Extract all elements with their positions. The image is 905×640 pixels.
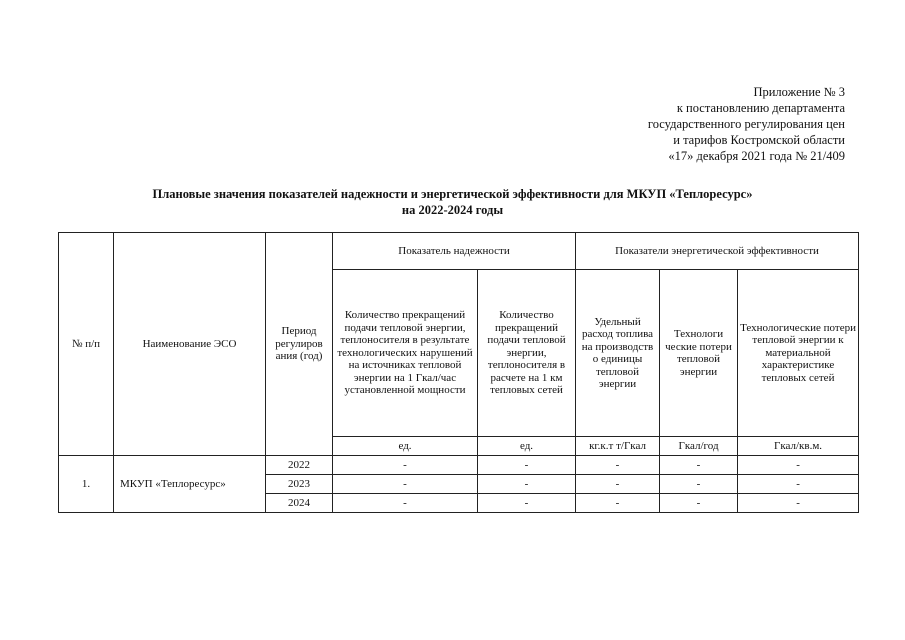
appendix-line: «17» декабря 2021 года № 21/409 xyxy=(668,149,845,163)
row-org-name: МКУП «Теплоресурс» xyxy=(114,456,266,513)
header-period: Период регулиров ания (год) xyxy=(266,233,333,456)
value-cell: - xyxy=(738,494,859,513)
appendix-line: к постановлению департамента xyxy=(676,101,845,115)
title-line-1: Плановые значения показателей надежности и энергетической эффективности для МКУП «Теплоресурс» xyxy=(152,187,753,201)
value-cell: - xyxy=(660,494,738,513)
subheader-2: Количество прекращений подачи тепловой энергии, теплоносителя в расчете на 1 км тепловых сетей xyxy=(478,270,576,437)
unit-5: Гкал/кв.м. xyxy=(738,437,859,456)
value-cell: - xyxy=(660,456,738,475)
value-cell: - xyxy=(576,494,660,513)
appendix-line: государственного регулирования цен xyxy=(647,117,845,131)
row-year: 2023 xyxy=(266,475,333,494)
value-cell: - xyxy=(576,456,660,475)
indicators-table xyxy=(58,232,859,513)
row-year: 2024 xyxy=(266,494,333,513)
subheader-5: Технологические потери тепловой энергии к материальной характеристике тепловых сетей xyxy=(738,270,859,437)
subheader-3: Удельный расход топлива на производств о единицы тепловой энергии xyxy=(576,270,660,437)
subheader-4: Технологи ческие потери тепловой энергии xyxy=(660,270,738,437)
value-cell: - xyxy=(333,494,478,513)
value-cell: - xyxy=(738,456,859,475)
subheader-1: Количество прекращений подачи тепловой энергии, теплоносителя в результате технологических нарушений на источниках тепловой энергии на 1 Гкал/час установленной мощности xyxy=(333,270,478,437)
value-cell: - xyxy=(660,475,738,494)
header-efficiency-group: Показатели энергетической эффективности xyxy=(576,233,859,270)
value-cell: - xyxy=(478,456,576,475)
value-cell: - xyxy=(478,494,576,513)
unit-2: ед. xyxy=(478,437,576,456)
unit-4: Гкал/год xyxy=(660,437,738,456)
row-year: 2022 xyxy=(266,456,333,475)
value-cell: - xyxy=(576,475,660,494)
table-row xyxy=(59,456,859,475)
appendix-line: и тарифов Костромской области xyxy=(673,133,845,147)
row-number: 1. xyxy=(59,456,114,513)
title-line-2: на 2022-2024 годы xyxy=(401,203,504,217)
unit-1: ед. xyxy=(333,437,478,456)
value-cell: - xyxy=(738,475,859,494)
header-reliability-group: Показатель надежности xyxy=(333,233,576,270)
value-cell: - xyxy=(333,475,478,494)
unit-3: кг.к.т т/Гкал xyxy=(576,437,660,456)
header-number: № п/п xyxy=(59,233,114,456)
document-title xyxy=(50,186,855,218)
value-cell: - xyxy=(333,456,478,475)
appendix-header xyxy=(505,84,845,164)
value-cell: - xyxy=(478,475,576,494)
header-name: Наименование ЭСО xyxy=(114,233,266,456)
appendix-line: Приложение № 3 xyxy=(753,85,845,99)
